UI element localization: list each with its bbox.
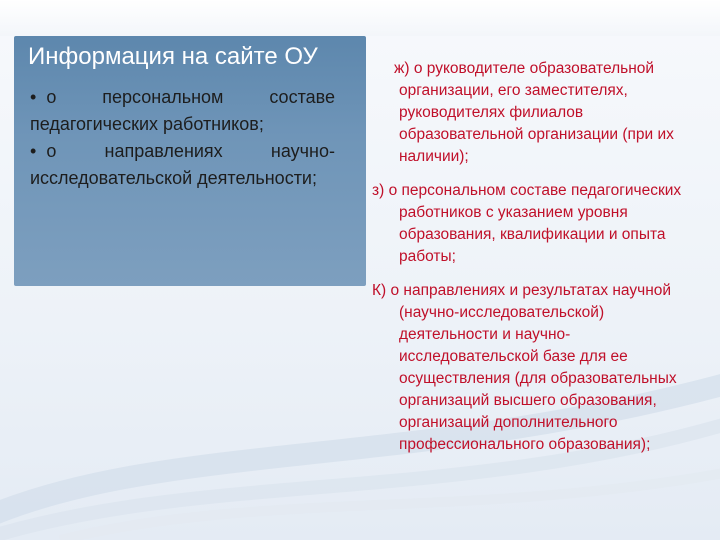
bullet-marker: • [30, 141, 37, 161]
left-bullet-item [30, 138, 335, 192]
requirement-paragraph: К) о направлениях и результатах научной (научно-исследовательской) деятельности и научно-исследовательской базе для ее осуществления (для образовательных организаций высшего образования, организаций дополнительного профессионального образования); [372, 282, 677, 453]
slide-title: Информация на сайте ОУ [28, 43, 318, 70]
left-bullet-text: о направлениях научно-исследовательской деятельности; [30, 141, 335, 188]
left-bullet-list [30, 84, 335, 192]
slide-top-band [0, 0, 720, 36]
bullet-marker: • [30, 87, 37, 107]
requirements-list [372, 58, 692, 468]
left-bullet-text: о персональном составе педагогических работников; [30, 87, 335, 134]
left-bullet-item [30, 84, 335, 138]
requirement-paragraph: ж) о руководителе образовательной организации, его заместителях, руководителях филиалов образовательной организации (при их наличии); [394, 60, 674, 165]
requirement-paragraph: з) о персональном составе педагогических работников с указанием уровня образования, квалификации и опыта работы; [372, 182, 682, 265]
